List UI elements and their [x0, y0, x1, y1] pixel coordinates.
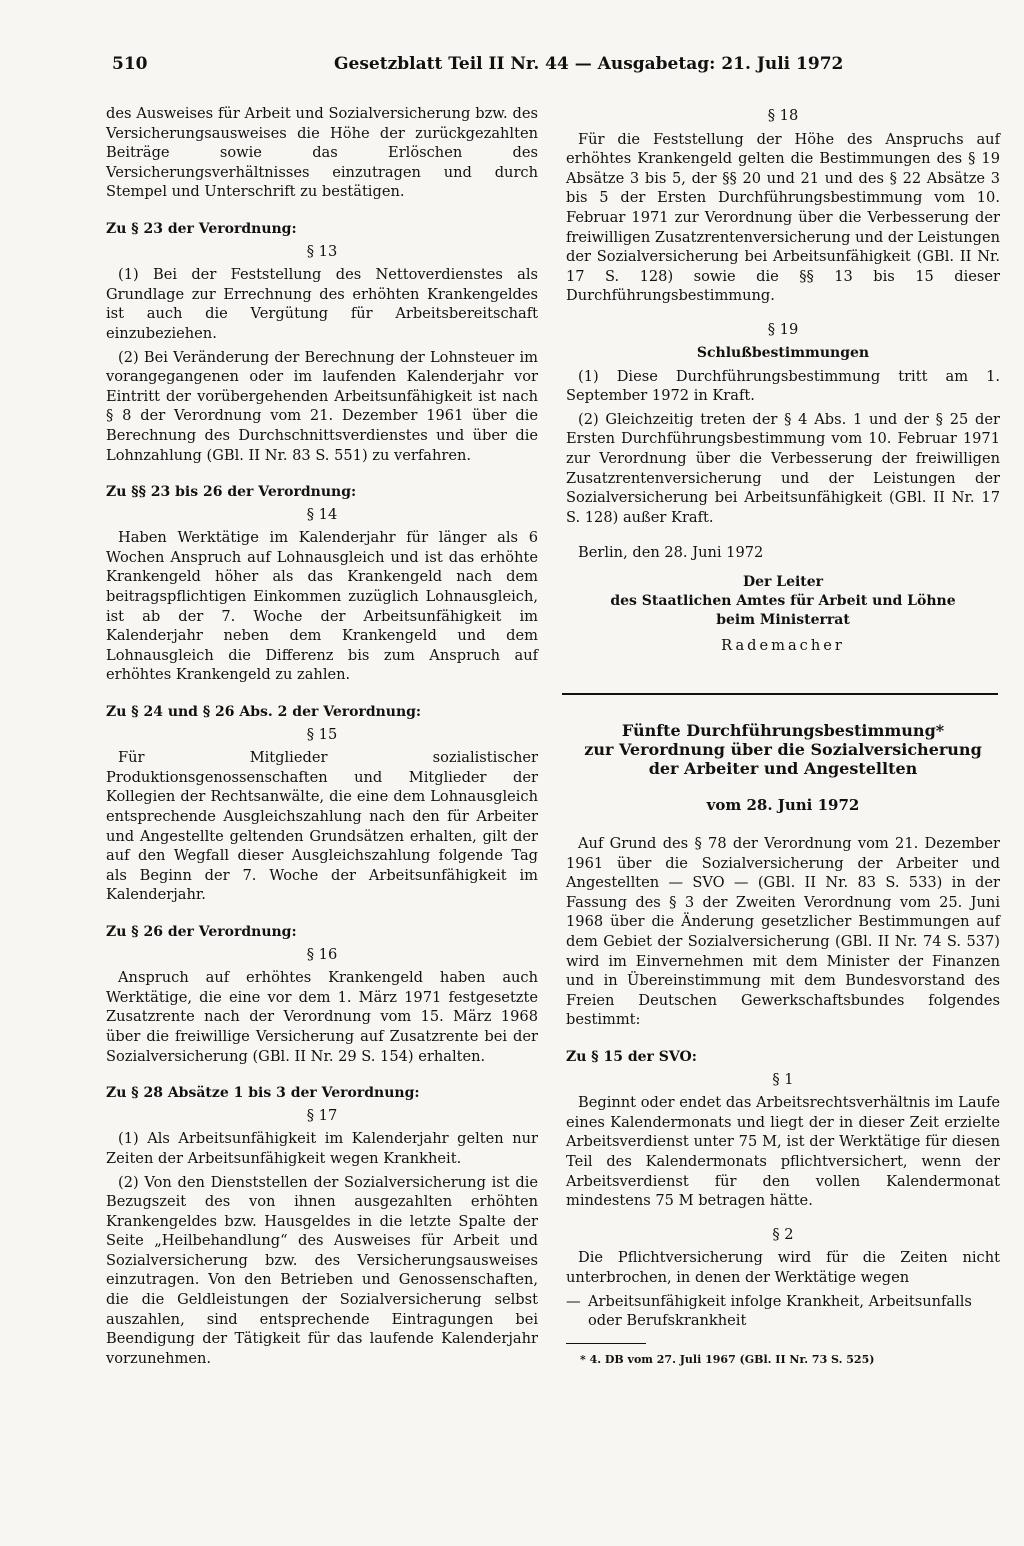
signatory-name: Rademacher: [721, 636, 845, 654]
right-column: [566, 104, 1000, 1369]
dash-bullet: —: [566, 1292, 581, 1310]
heading-zu-24-26: Zu § 24 und § 26 Abs. 2 der Verordnung:: [106, 704, 422, 721]
decree-title-line-1: Fünfte Durchführungsbestimmung*: [621, 721, 945, 741]
gazette-title: Gesetzblatt Teil II Nr. 44 — Ausgabetag: 21. Juli 1972: [334, 54, 844, 74]
list-item: [566, 1292, 1000, 1331]
section-14: § 14: [306, 505, 338, 523]
signatory-line-1: Der Leiter: [742, 573, 824, 590]
section-16: § 16: [306, 945, 338, 963]
decree-title-line-3: der Arbeiter und Angestellten: [648, 759, 918, 779]
footnote: * 4. DB vom 27. Juli 1967 (GBl. II Nr. 73 S. 525): [580, 1352, 875, 1366]
intro-paragraph: des Ausweises für Arbeit und Sozialversicherung bzw. des Versicherungsausweises die Höhe der zurückgezahlten Beiträge sowie das Erlöschen des Versicherungsverhältnisses einzutragen und durch Stempel und Unterschrift zu bestätigen.: [106, 105, 538, 201]
heading-zu-23: Zu § 23 der Verordnung:: [106, 220, 297, 237]
heading-zu-28: Zu § 28 Absätze 1 bis 3 der Verordnung:: [106, 1085, 420, 1102]
section-17: § 17: [306, 1106, 338, 1124]
s13-paragraph-1: (1) Bei der Feststellung des Nettoverdienstes als Grundlage zur Errechnung des erhöhten Krankengeldes ist auch die Vergütung für Arbeitsbereitschaft einzubeziehen.: [106, 266, 538, 342]
s17-paragraph-2: (2) Von den Dienststellen der Sozialversicherung ist die Bezugszeit des von ihnen ausgezahlten erhöhten Krankengeldes bzw. Hausgeldes in die letzte Spalte der Seite „Heilbehandlung“ des Ausweises für Arbeit und Sozialversicherung bzw. des Versicherungsausweises einzutragen. Von den Betrieben und Genossenschaften, die die Geldleistungen der Sozialversicherung selbst auszahlen, sind entsprechende Eintragungen bei Beendigung der Tätigkeit für das laufende Kalenderjahr vorzunehmen.: [106, 1173, 538, 1367]
section-1: § 1: [772, 1070, 794, 1088]
preamble-paragraph: Auf Grund des § 78 der Verordnung vom 21. Dezember 1961 über die Sozialversicherung der Arbeiter und Angestellten — SVO — (GBl. II Nr. 83 S. 533) in der Fassung des § 3 der Zweiten Verordnung vom 25. Juni 1968 über die Änderung gesetzlicher Bestimmungen auf dem Gebiet der Sozialversicherung (GBl. II Nr. 74 S. 537) wird im Einvernehmen mit dem Minister der Finanzen und in Übereinstimmung mit dem Bundesvorstand des Freien Deutschen Gewerkschaftsbundes folgendes bestimmt:: [566, 835, 1000, 1029]
section-19: § 19: [767, 320, 799, 338]
decree-date: vom 28. Juni 1972: [706, 796, 860, 815]
section-18: § 18: [767, 107, 799, 124]
section-15: § 15: [306, 725, 338, 743]
s17-paragraph-1: (1) Als Arbeitsunfähigkeit im Kalenderjahr gelten nur Zeiten der Arbeitsunfähigkeit wegen Krankheit.: [106, 1130, 538, 1167]
page-number: 510: [112, 54, 148, 74]
heading-zu-26: Zu § 26 der Verordnung:: [106, 923, 297, 940]
s19-paragraph-2: (2) Gleichzeitig treten der § 4 Abs. 1 und der § 25 der Ersten Durchführungsbestimmung vom 10. Februar 1971 zur Verordnung über die Verbesserung der freiwilligen Zusatzrentenversicherung und der Leistungen der Sozialversicherung bei Arbeitsunfähigkeit (GBl. II Nr. 17 S. 128) außer Kraft.: [566, 410, 1000, 526]
signatory-line-3: beim Ministerrat: [716, 611, 850, 628]
section-19-title: Schlußbestimmungen: [696, 344, 870, 361]
section-divider: [562, 693, 998, 695]
s16-paragraph-1: Anspruch auf erhöhtes Krankengeld haben auch Werktätige, die eine vor dem 1. März 1971 festgesetzte Zusatzrente nach der Verordnung vom 15. März 1968 über die freiwillige Versicherung auf Zusatzrente bei der Sozialversicherung (GBl. II Nr. 29 S. 154) erhalten.: [106, 969, 538, 1065]
place-and-date: Berlin, den 28. Juni 1972: [578, 544, 764, 562]
s19-paragraph-1: (1) Diese Durchführungsbestimmung tritt am 1. September 1972 in Kraft.: [566, 367, 1000, 405]
list-item-text: Arbeitsunfähigkeit infolge Krankheit, Arbeitsunfalls oder Berufskrankheit: [588, 1292, 972, 1330]
s18-paragraph-1: Für die Feststellung der Höhe des Anspruchs auf erhöhtes Krankengeld gelten die Bestimmungen des § 19 Absätze 3 bis 5, der §§ 20 und 21 und des § 22 Absätze 3 bis 5 der Ersten Durchführungsbestimmung vom 10. Februar 1971 zur Verordnung über die Verbesserung der freiwilligen Zusatzrentenversicherung und der Leistungen der Sozialversicherung bei Arbeitsunfähigkeit (GBl. II Nr. 17 S. 128) sowie die §§ 13 bis 15 dieser Durchführungsbestimmung.: [566, 130, 1000, 305]
signatory-line-2: des Staatlichen Amtes für Arbeit und Löhne: [610, 592, 956, 609]
heading-zu-svo-15: Zu § 15 der SVO:: [566, 1049, 697, 1065]
section-2: § 2: [772, 1225, 794, 1243]
s13-paragraph-2: (2) Bei Veränderung der Berechnung der Lohnsteuer im vorangegangenen oder im laufenden Kalenderjahr vor Eintritt der vorübergehenden Arbeitsunfähigkeit ist nach § 8 der Verordnung vom 21. Dezember 1961 über die Berechnung des Durchschnittsverdienstes und über die Lohnzahlung (GBl. II Nr. 83 S. 551) zu verfahren.: [106, 348, 538, 464]
s15-paragraph-1: Für Mitglieder sozialistischer Produktionsgenossenschaften und Mitglieder der Kollegien der Rechtsanwälte, die eine dem Lohnausgleich entsprechende Ausgleichszahlung nach den für Arbeiter und Angestellte geltenden Grundsätzen erhalten, gilt der auf den Wegfall dieser Ausgleichszahlung folgende Tag als Beginn der 7. Woche der Arbeitsunfähigkeit im Kalenderjahr.: [106, 749, 538, 904]
s1-paragraph-1: Beginnt oder endet das Arbeitsrechtsverhältnis im Laufe eines Kalendermonats und liegt der in dieser Zeit erzielte Arbeitsverdienst unter 75 M, ist der Werktätige für diesen Teil des Kalendermonats pflichtversichert, wenn der Arbeitsverdienst für den vollen Kalendermonat mindestens 75 M betragen hätte.: [566, 1094, 1000, 1210]
footnote-rule: [566, 1343, 646, 1344]
left-column: [106, 104, 538, 1368]
s14-paragraph-1: Haben Werktätige im Kalenderjahr für länger als 6 Wochen Anspruch auf Lohnausgleich und ist das erhöhte Krankengeld höher als das Krankengeld nach dem beitragspflichtigen Einkommen zuzüglich Lohnausgleich, ist ab der 7. Woche der Arbeitsunfähigkeit im Kalenderjahr neben dem Krankengeld und dem Lohnausgleich die Differenz bis zum Anspruch auf erhöhtes Krankengeld zu zahlen.: [106, 529, 538, 684]
s2-paragraph-1: Die Pflichtversicherung wird für die Zeiten nicht unterbrochen, in denen der Werktätige wegen: [566, 1249, 1000, 1286]
heading-zu-23-26: Zu §§ 23 bis 26 der Verordnung:: [106, 484, 357, 501]
decree-title-line-2: zur Verordnung über die Sozialversicherung: [584, 740, 982, 760]
section-13: § 13: [306, 242, 338, 260]
